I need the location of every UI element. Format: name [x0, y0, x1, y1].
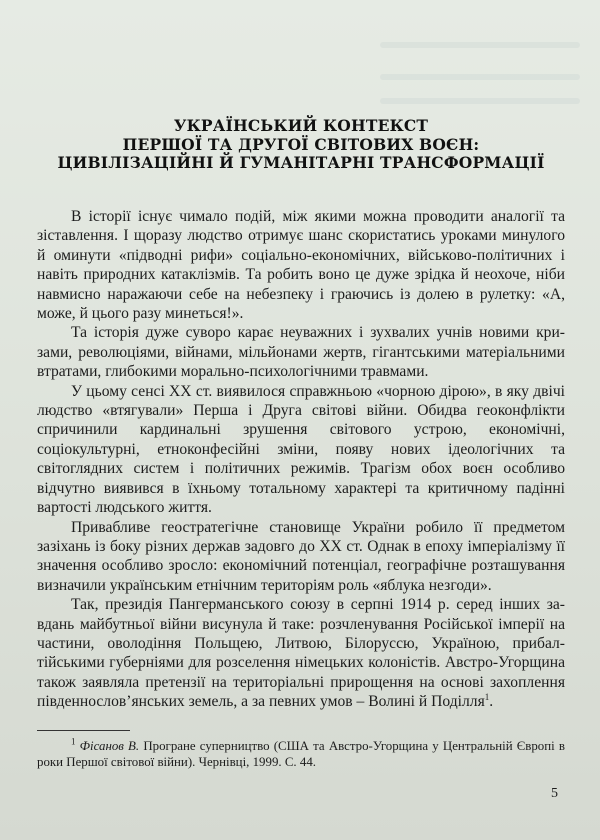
footnote-marker: 1	[71, 736, 76, 747]
footnote-author: Фісанов В.	[79, 739, 140, 753]
paragraph-5	[37, 595, 565, 711]
paragraph-5-text: Так, президія Пангерманського союзу в серпні 1914 р. серед інших завдань майбутньої війни висунула й таке: розчленування Російської імперії на частини, оволодіння Польщею, Литвою, Білоруссю, Україною, прибалтійськими губерніями для розселення німецьких колоністів. Австро-Угорщина також заявляла претензії на територіальні прирощення на основі захоплення південнослов’янських земель, а за певних умов – Волині й Поділля	[37, 596, 565, 711]
body-text	[37, 207, 565, 712]
book-page	[37, 0, 565, 840]
paragraph-5-end: .	[489, 693, 494, 711]
footnote	[37, 738, 565, 770]
chapter-title-line-3: ЦИВІЛІЗАЦІЙНІ Й ГУМАНІТАРНІ ТРАНСФОРМАЦІЇ	[57, 153, 545, 172]
footnote-text: Програне суперництво (США та Австро-Угорщина у Центральній Європі в роки Першої світової війни). Чернівці, 1999. С. 44.	[37, 739, 565, 769]
footnote-reference[interactable]: 1	[484, 691, 490, 702]
paragraph-1: В історії існує чимало подій, між якими можна проводити аналогії та зіставлення. І щоразу людство отримує шанс скористатись уроками минулого й оминути «підводні рифи» соціально-економічних, військово-політичних і навіть природних катаклізмів. Та робить воно це дуже зрідка й неохоче, ніби навмисно наражаючи себе на небезпеку і граючись із долею в рулетку: «А, може, й цього разу минеться!».	[37, 208, 565, 323]
paragraph-4: Привабливе геостратегічне становище України робило її предметом зазіхань із боку різних держав задовго до ХХ ст. Однак в епоху імперіалізму її значення особливо зросло: економічний потенціал, географічне розташування визначили українським етнічним територіям роль «яблука незгоди».	[37, 518, 565, 594]
page-number: 5	[551, 786, 558, 801]
footnote-divider	[37, 730, 130, 731]
paragraph-2: Та історія дуже суворо карає неуважних і зухвалих учнів новими кризами, революціями, війнами, мільйонами жертв, гігантськими матеріальними втратами, глибокими морально-психологічними травмами.	[37, 324, 565, 381]
chapter-title-line-2: ПЕРШОЇ ТА ДРУГОЇ СВІТОВИХ ВОЄН:	[122, 134, 480, 154]
paragraph-3: У цьому сенсі ХХ ст. виявилося справжньою «чорною дірою», в яку двічі людство «втягували» Перша і Друга світові війни. Обидва геоконфлікти спричинили кардинальні зрушення світового устрою, економічні, соціокультурні, етноконфесійні зміни, появу нових ідеологічних та світоглядних систем і політичних режимів. Трагізм обох воєн особливо відчутно виявився в їхньому тотальному характері та критичному падінні вартості людського життя.	[37, 382, 565, 517]
chapter-title	[37, 117, 565, 173]
chapter-title-line-1: УКРАЇНСЬКИЙ КОНТЕКСТ	[173, 116, 429, 135]
